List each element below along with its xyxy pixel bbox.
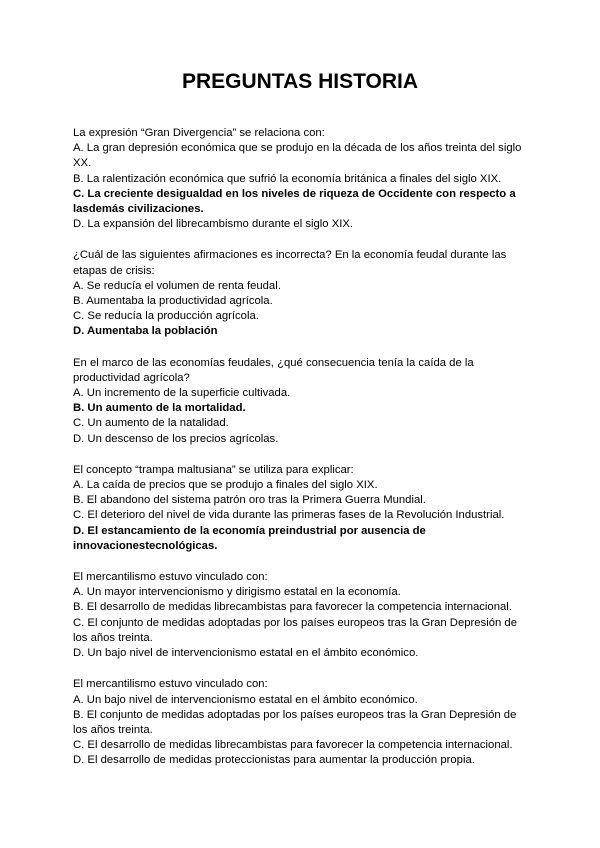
answer-option-d: D. Un descenso de los precios agrícolas. xyxy=(73,432,279,445)
question-2 xyxy=(73,248,533,339)
answer-option-a: A. La gran depresión económica que se produjo en la década de los años treinta del siglo XX. xyxy=(73,142,522,170)
answer-option-c-correct: C. La creciente desigualdad en los niveles de riqueza de Occidente con respecto a lasdemás civilizaciones. xyxy=(73,187,516,216)
answer-option-b: B. El desarrollo de medidas librecambistas para favorecer la competencia internacional. xyxy=(73,601,512,614)
answer-option-d: D. Un bajo nivel de intervencionismo estatal en el ámbito económico. xyxy=(73,647,419,660)
question-5 xyxy=(73,570,533,661)
answer-option-b: B. El conjunto de medidas adoptadas por los países europeos tras la Gran Depresión de los años treinta. xyxy=(73,708,517,736)
question-stem: El concepto “trampa maltusiana” se utiliza para explicar: xyxy=(73,463,354,476)
question-list xyxy=(73,126,533,785)
question-4 xyxy=(73,463,533,554)
answer-option-a: A. Se reducía el volumen de renta feudal. xyxy=(73,279,281,292)
answer-option-a: A. Un bajo nivel de intervencionismo estatal en el ámbito económico. xyxy=(73,693,418,706)
answer-option-c: C. Un aumento de la natalidad. xyxy=(73,417,229,430)
question-6 xyxy=(73,677,533,768)
question-3 xyxy=(73,356,533,447)
answer-option-b: B. Aumentaba la productividad agrícola. xyxy=(73,295,273,308)
question-1 xyxy=(73,126,533,232)
answer-option-b: B. La ralentización económica que sufrió la economía británica a finales del siglo XIX. xyxy=(73,172,502,185)
question-stem: El mercantilismo estuvo vinculado con: xyxy=(73,678,268,691)
question-stem: La expresión “Gran Divergencia” se relaciona con: xyxy=(73,127,325,139)
answer-option-d: D. El desarrollo de medidas proteccionistas para aumentar la producción propia. xyxy=(73,754,475,767)
answer-option-c: C. El conjunto de medidas adoptadas por los países europeos tras la Gran Depresión de los años treinta. xyxy=(73,616,517,644)
question-stem: ¿Cuál de las siguientes afirmaciones es incorrecta? En la economía feudal durante las etapas de crisis: xyxy=(73,249,507,277)
answer-option-c: C. El deterioro del nivel de vida durante las primeras fases de la Revolución Industrial. xyxy=(73,509,505,522)
answer-option-b: B. El abandono del sistema patrón oro tras la Primera Guerra Mundial. xyxy=(73,494,426,507)
answer-option-d: D. La expansión del librecambismo durante el siglo XIX. xyxy=(73,218,354,231)
answer-option-c: C. Se reducía la producción agrícola. xyxy=(73,310,259,323)
answer-option-a: A. Un incremento de la superficie cultivada. xyxy=(73,387,291,400)
answer-option-a: A. Un mayor intervencionismo y dirigismo estatal en la economía. xyxy=(73,586,401,599)
answer-option-d-correct: D. El estancamiento de la economía preindustrial por ausencia de innovacionestecnológicas. xyxy=(73,524,426,552)
question-stem: El mercantilismo estuvo vinculado con: xyxy=(73,571,268,584)
answer-option-d-correct: D. Aumentaba la población xyxy=(73,325,218,338)
answer-option-a: A. La caída de precios que se produjo a finales del siglo XIX. xyxy=(73,479,378,492)
answer-option-c: C. El desarrollo de medidas librecambistas para favorecer la competencia internacional. xyxy=(73,739,513,752)
question-stem: En el marco de las economías feudales, ¿qué consecuencia tenía la caída de la productividad agrícola? xyxy=(73,356,474,384)
page-title: PREGUNTAS HISTORIA xyxy=(181,70,419,93)
answer-option-b-correct: B. Un aumento de la mortalidad. xyxy=(73,402,246,415)
